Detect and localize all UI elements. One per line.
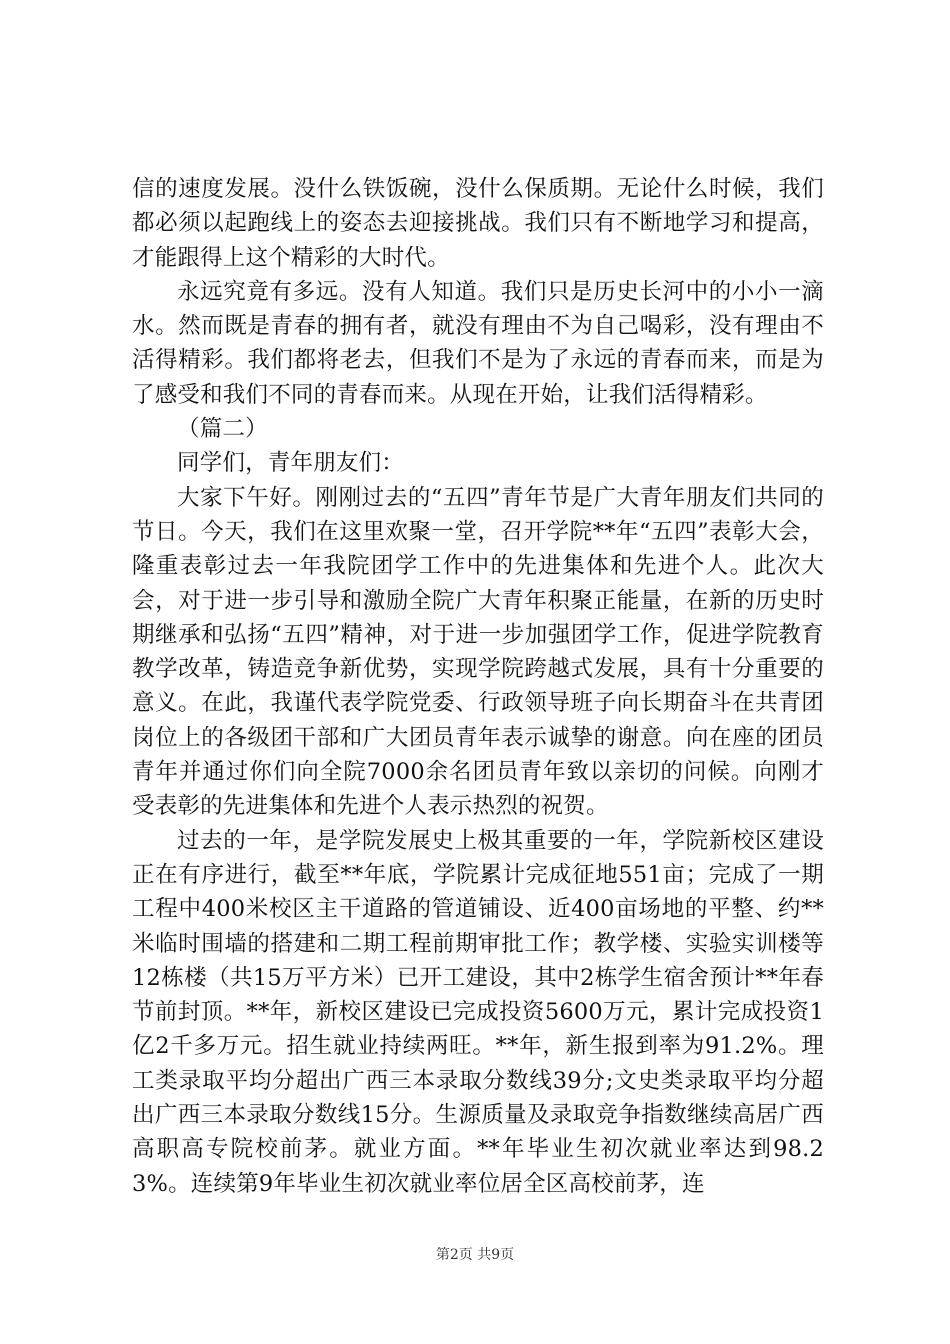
paragraph-past-year: 过去的一年，是学院发展史上极其重要的一年，学院新校区建设正在有序进行，截至**年底，学院累计完成征地551亩；完成了一期工程中400米校区主干道路的管道铺设、近400亩场地的平整、约**米临时围墙的搭建和二期工程前期审批工作；教学楼、实验实训楼等12栋楼（共15万平方米）已开工建设，其中2栋学生宿舍预计**年春节前封顶。**年，新校区建设已完成投资5600万元，累计完成投资1亿2千多万元。招生就业持续两旺。**年，新生报到率为91.2%。理工类录取平均分超出广西三本录取分数线39分;文史类录取平均分超出广西三本录取分数线15分。生源质量及录取竞争指数继续高居广西高职高专院校前茅。就业方面。**年毕业生初次就业率达到98.23%。连续第9年毕业生初次就业率位居全区高校前茅，连 — [132, 827, 824, 1197]
paragraph-greeting: 大家下午好。刚刚过去的“五四”青年节是广大青年朋友们共同的节日。今天，我们在这里欢聚一堂，召开学院**年“五四”表彰大会，隆重表彰过去一年我院团学工作中的先进集体和先进个人。此次大会，对于进一步引导和激励全院广大青年积聚正能量，在新的历史时期继承和弘扬“五四”精神，对于进一步加强团学工作，促进学院教育教学改革，铸造竞争新优势，实现学院跨越式发展，具有十分重要的意义。在此，我谨代表学院党委、行政领导班子向长期奋斗在共青团岗位上的各级团干部和广大团员青年表示诚挚的谢意。向在座的团员青年并通过你们向全院7000余名团员青年致以亲切的问候。向刚才受表彰的先进集体和先进个人表示热烈的祝贺。 — [132, 484, 824, 820]
page-number-footer: 第2页 共9页 — [435, 1247, 515, 1263]
document-body — [132, 172, 824, 1201]
paragraph-eternity: 永远究竟有多远。没有人知道。我们只是历史长河中的小小一滴水。然而既是青春的拥有者，就没有理由不为自己喝彩，没有理由不活得精彩。我们都将老去，但我们不是为了永远的青春而来，而是为了感受和我们不同的青春而来。从现在开始，让我们活得精彩。 — [132, 278, 824, 408]
paragraph-continuation: 信的速度发展。没什么铁饭碗，没什么保质期。无论什么时候，我们都必须以起跑线上的姿态去迎接挑战。我们只有不断地学习和提高，才能跟得上这个精彩的大时代。 — [132, 176, 824, 271]
section-heading: （篇二） — [177, 416, 268, 443]
salutation: 同学们，青年朋友们： — [177, 450, 405, 477]
